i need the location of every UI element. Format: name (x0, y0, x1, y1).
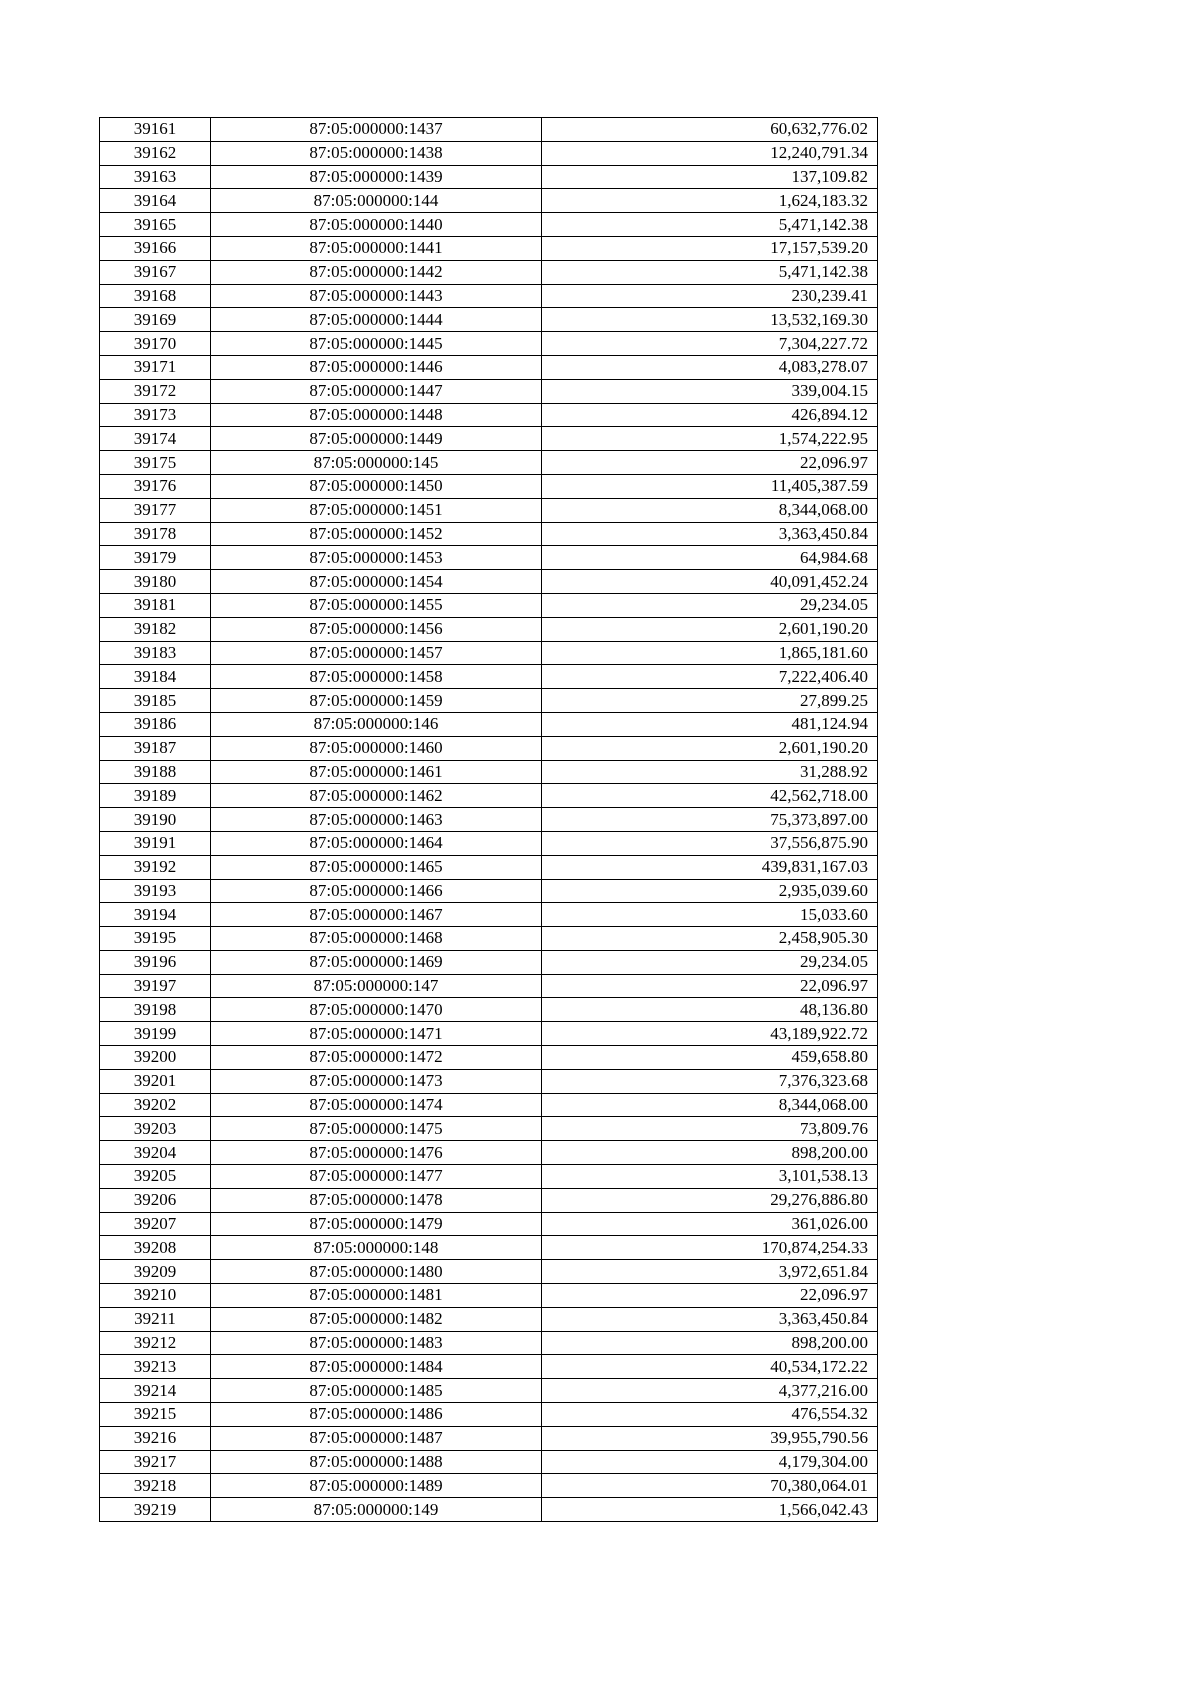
cadastral-value-cell: 40,534,172.22 (542, 1355, 878, 1379)
cadastral-number-cell: 87:05:000000:1463 (211, 808, 542, 832)
cadastral-number-cell: 87:05:000000:1467 (211, 903, 542, 927)
cadastral-number-cell: 87:05:000000:1465 (211, 855, 542, 879)
row-number-cell: 39168 (100, 284, 211, 308)
table-row (100, 213, 878, 237)
table-row (100, 1165, 878, 1189)
cadastral-number-cell: 87:05:000000:1466 (211, 879, 542, 903)
table-row (100, 831, 878, 855)
row-number-cell: 39185 (100, 689, 211, 713)
row-number-cell: 39189 (100, 784, 211, 808)
row-number-cell: 39215 (100, 1403, 211, 1427)
table-row (100, 1379, 878, 1403)
cadastral-value-cell: 439,831,167.03 (542, 855, 878, 879)
cadastral-value-cell: 339,004.15 (542, 379, 878, 403)
row-number-cell: 39173 (100, 403, 211, 427)
cadastral-value-cell: 4,377,216.00 (542, 1379, 878, 1403)
cadastral-value-cell: 1,566,042.43 (542, 1498, 878, 1522)
cadastral-number-cell: 87:05:000000:1446 (211, 355, 542, 379)
cadastral-value-cell: 2,601,190.20 (542, 617, 878, 641)
cadastral-number-cell: 87:05:000000:1450 (211, 474, 542, 498)
cadastral-number-cell: 87:05:000000:1474 (211, 1093, 542, 1117)
cadastral-number-cell: 87:05:000000:1451 (211, 498, 542, 522)
table-row (100, 1022, 878, 1046)
row-number-cell: 39170 (100, 332, 211, 356)
cadastral-value-cell: 64,984.68 (542, 546, 878, 570)
cadastral-number-cell: 87:05:000000:1442 (211, 260, 542, 284)
table-row (100, 1236, 878, 1260)
row-number-cell: 39163 (100, 165, 211, 189)
cadastral-value-cell: 43,189,922.72 (542, 1022, 878, 1046)
row-number-cell: 39172 (100, 379, 211, 403)
table-row (100, 427, 878, 451)
table-row (100, 903, 878, 927)
cadastral-number-cell: 87:05:000000:147 (211, 974, 542, 998)
cadastral-value-cell: 2,601,190.20 (542, 736, 878, 760)
table-row (100, 665, 878, 689)
row-number-cell: 39191 (100, 831, 211, 855)
cadastral-value-cell: 898,200.00 (542, 1141, 878, 1165)
cadastral-number-cell: 87:05:000000:1472 (211, 1046, 542, 1070)
table-row (100, 1093, 878, 1117)
cadastral-number-cell: 87:05:000000:1483 (211, 1331, 542, 1355)
table-row (100, 498, 878, 522)
cadastral-value-cell: 70,380,064.01 (542, 1474, 878, 1498)
cadastral-number-cell: 87:05:000000:1470 (211, 998, 542, 1022)
row-number-cell: 39208 (100, 1236, 211, 1260)
row-number-cell: 39205 (100, 1165, 211, 1189)
row-number-cell: 39209 (100, 1260, 211, 1284)
cadastral-value-cell: 481,124.94 (542, 712, 878, 736)
row-number-cell: 39165 (100, 213, 211, 237)
cadastral-value-cell: 1,624,183.32 (542, 189, 878, 213)
cadastral-value-table (99, 117, 878, 1522)
table-row (100, 617, 878, 641)
cadastral-number-cell: 87:05:000000:1455 (211, 593, 542, 617)
cadastral-number-cell: 87:05:000000:148 (211, 1236, 542, 1260)
cadastral-number-cell: 87:05:000000:1480 (211, 1260, 542, 1284)
table-row (100, 332, 878, 356)
table-row (100, 1355, 878, 1379)
table-row (100, 950, 878, 974)
row-number-cell: 39216 (100, 1426, 211, 1450)
table-row (100, 379, 878, 403)
row-number-cell: 39190 (100, 808, 211, 832)
cadastral-number-cell: 87:05:000000:144 (211, 189, 542, 213)
table-row (100, 760, 878, 784)
row-number-cell: 39161 (100, 118, 211, 142)
row-number-cell: 39182 (100, 617, 211, 641)
cadastral-value-cell: 2,458,905.30 (542, 927, 878, 951)
cadastral-value-cell: 170,874,254.33 (542, 1236, 878, 1260)
cadastral-value-cell: 75,373,897.00 (542, 808, 878, 832)
row-number-cell: 39166 (100, 236, 211, 260)
cadastral-value-cell: 4,083,278.07 (542, 355, 878, 379)
cadastral-value-cell: 426,894.12 (542, 403, 878, 427)
cadastral-value-cell: 3,363,450.84 (542, 1307, 878, 1331)
row-number-cell: 39188 (100, 760, 211, 784)
table-row (100, 1260, 878, 1284)
row-number-cell: 39200 (100, 1046, 211, 1070)
cadastral-number-cell: 87:05:000000:1459 (211, 689, 542, 713)
table-row (100, 1188, 878, 1212)
row-number-cell: 39186 (100, 712, 211, 736)
cadastral-value-cell: 31,288.92 (542, 760, 878, 784)
cadastral-value-cell: 11,405,387.59 (542, 474, 878, 498)
cadastral-number-cell: 87:05:000000:1457 (211, 641, 542, 665)
row-number-cell: 39184 (100, 665, 211, 689)
table-row (100, 260, 878, 284)
cadastral-value-cell: 8,344,068.00 (542, 1093, 878, 1117)
cadastral-value-cell: 3,363,450.84 (542, 522, 878, 546)
row-number-cell: 39204 (100, 1141, 211, 1165)
cadastral-value-cell: 29,276,886.80 (542, 1188, 878, 1212)
cadastral-number-cell: 87:05:000000:1441 (211, 236, 542, 260)
table-row (100, 736, 878, 760)
cadastral-value-cell: 29,234.05 (542, 950, 878, 974)
cadastral-number-cell: 87:05:000000:1444 (211, 308, 542, 332)
table-row (100, 570, 878, 594)
cadastral-value-cell: 476,554.32 (542, 1403, 878, 1427)
cadastral-value-cell: 7,304,227.72 (542, 332, 878, 356)
cadastral-value-cell: 40,091,452.24 (542, 570, 878, 594)
cadastral-number-cell: 87:05:000000:1479 (211, 1212, 542, 1236)
table-row (100, 641, 878, 665)
cadastral-number-cell: 87:05:000000:1456 (211, 617, 542, 641)
cadastral-number-cell: 87:05:000000:1489 (211, 1474, 542, 1498)
row-number-cell: 39213 (100, 1355, 211, 1379)
cadastral-value-cell: 5,471,142.38 (542, 260, 878, 284)
table-row (100, 118, 878, 142)
cadastral-value-cell: 137,109.82 (542, 165, 878, 189)
row-number-cell: 39178 (100, 522, 211, 546)
cadastral-value-cell: 42,562,718.00 (542, 784, 878, 808)
row-number-cell: 39195 (100, 927, 211, 951)
table-row (100, 189, 878, 213)
table-row (100, 808, 878, 832)
cadastral-number-cell: 87:05:000000:1454 (211, 570, 542, 594)
row-number-cell: 39198 (100, 998, 211, 1022)
row-number-cell: 39180 (100, 570, 211, 594)
table-row (100, 879, 878, 903)
cadastral-number-cell: 87:05:000000:1478 (211, 1188, 542, 1212)
cadastral-number-cell: 87:05:000000:145 (211, 451, 542, 475)
row-number-cell: 39194 (100, 903, 211, 927)
row-number-cell: 39217 (100, 1450, 211, 1474)
cadastral-number-cell: 87:05:000000:1453 (211, 546, 542, 570)
cadastral-number-cell: 87:05:000000:1476 (211, 1141, 542, 1165)
table-row (100, 1474, 878, 1498)
cadastral-number-cell: 87:05:000000:1477 (211, 1165, 542, 1189)
row-number-cell: 39214 (100, 1379, 211, 1403)
cadastral-value-cell: 60,632,776.02 (542, 118, 878, 142)
row-number-cell: 39211 (100, 1307, 211, 1331)
cadastral-number-cell: 87:05:000000:146 (211, 712, 542, 736)
cadastral-number-cell: 87:05:000000:1473 (211, 1069, 542, 1093)
cadastral-value-cell: 7,376,323.68 (542, 1069, 878, 1093)
cadastral-number-cell: 87:05:000000:1462 (211, 784, 542, 808)
table-row (100, 236, 878, 260)
cadastral-number-cell: 87:05:000000:1464 (211, 831, 542, 855)
cadastral-value-cell: 22,096.97 (542, 974, 878, 998)
cadastral-value-cell: 12,240,791.34 (542, 141, 878, 165)
row-number-cell: 39210 (100, 1284, 211, 1308)
row-number-cell: 39201 (100, 1069, 211, 1093)
row-number-cell: 39218 (100, 1474, 211, 1498)
cadastral-value-cell: 22,096.97 (542, 1284, 878, 1308)
cadastral-value-cell: 39,955,790.56 (542, 1426, 878, 1450)
cadastral-value-cell: 37,556,875.90 (542, 831, 878, 855)
table-row (100, 284, 878, 308)
table-row (100, 1284, 878, 1308)
table-row (100, 998, 878, 1022)
row-number-cell: 39171 (100, 355, 211, 379)
table-row (100, 141, 878, 165)
row-number-cell: 39179 (100, 546, 211, 570)
cadastral-number-cell: 87:05:000000:1469 (211, 950, 542, 974)
cadastral-value-cell: 361,026.00 (542, 1212, 878, 1236)
cadastral-number-cell: 87:05:000000:1468 (211, 927, 542, 951)
table-row (100, 1069, 878, 1093)
cadastral-number-cell: 87:05:000000:1443 (211, 284, 542, 308)
row-number-cell: 39169 (100, 308, 211, 332)
cadastral-value-cell: 7,222,406.40 (542, 665, 878, 689)
row-number-cell: 39175 (100, 451, 211, 475)
cadastral-number-cell: 87:05:000000:1438 (211, 141, 542, 165)
cadastral-value-cell: 27,899.25 (542, 689, 878, 713)
cadastral-number-cell: 87:05:000000:1448 (211, 403, 542, 427)
row-number-cell: 39167 (100, 260, 211, 284)
row-number-cell: 39219 (100, 1498, 211, 1522)
cadastral-number-cell: 87:05:000000:1488 (211, 1450, 542, 1474)
row-number-cell: 39174 (100, 427, 211, 451)
cadastral-value-cell: 22,096.97 (542, 451, 878, 475)
table-row (100, 355, 878, 379)
table-row (100, 1141, 878, 1165)
table-row (100, 1117, 878, 1141)
cadastral-value-cell: 15,033.60 (542, 903, 878, 927)
table-row (100, 689, 878, 713)
cadastral-number-cell: 87:05:000000:1445 (211, 332, 542, 356)
cadastral-number-cell: 87:05:000000:1458 (211, 665, 542, 689)
table-row (100, 1331, 878, 1355)
table-row (100, 451, 878, 475)
cadastral-value-cell: 2,935,039.60 (542, 879, 878, 903)
row-number-cell: 39212 (100, 1331, 211, 1355)
cadastral-number-cell: 87:05:000000:1449 (211, 427, 542, 451)
table-row (100, 593, 878, 617)
cadastral-value-cell: 13,532,169.30 (542, 308, 878, 332)
cadastral-value-cell: 17,157,539.20 (542, 236, 878, 260)
table-row (100, 522, 878, 546)
cadastral-number-cell: 87:05:000000:1482 (211, 1307, 542, 1331)
table-row (100, 927, 878, 951)
cadastral-value-cell: 8,344,068.00 (542, 498, 878, 522)
row-number-cell: 39199 (100, 1022, 211, 1046)
table-body (100, 118, 878, 1522)
cadastral-number-cell: 87:05:000000:1460 (211, 736, 542, 760)
cadastral-number-cell: 87:05:000000:1475 (211, 1117, 542, 1141)
row-number-cell: 39196 (100, 950, 211, 974)
table-row (100, 165, 878, 189)
cadastral-number-cell: 87:05:000000:1452 (211, 522, 542, 546)
table-row (100, 308, 878, 332)
cadastral-number-cell: 87:05:000000:149 (211, 1498, 542, 1522)
cadastral-value-cell: 5,471,142.38 (542, 213, 878, 237)
cadastral-number-cell: 87:05:000000:1471 (211, 1022, 542, 1046)
row-number-cell: 39162 (100, 141, 211, 165)
table-row (100, 712, 878, 736)
cadastral-value-cell: 29,234.05 (542, 593, 878, 617)
cadastral-value-cell: 230,239.41 (542, 284, 878, 308)
table-row (100, 1403, 878, 1427)
table-row (100, 784, 878, 808)
table-row (100, 1426, 878, 1450)
cadastral-number-cell: 87:05:000000:1439 (211, 165, 542, 189)
cadastral-value-cell: 73,809.76 (542, 1117, 878, 1141)
cadastral-number-cell: 87:05:000000:1484 (211, 1355, 542, 1379)
cadastral-number-cell: 87:05:000000:1486 (211, 1403, 542, 1427)
row-number-cell: 39164 (100, 189, 211, 213)
row-number-cell: 39193 (100, 879, 211, 903)
cadastral-value-cell: 48,136.80 (542, 998, 878, 1022)
cadastral-value-cell: 3,101,538.13 (542, 1165, 878, 1189)
cadastral-number-cell: 87:05:000000:1481 (211, 1284, 542, 1308)
table-row (100, 974, 878, 998)
cadastral-value-cell: 3,972,651.84 (542, 1260, 878, 1284)
row-number-cell: 39192 (100, 855, 211, 879)
table-row (100, 1307, 878, 1331)
row-number-cell: 39202 (100, 1093, 211, 1117)
row-number-cell: 39177 (100, 498, 211, 522)
cadastral-value-cell: 898,200.00 (542, 1331, 878, 1355)
row-number-cell: 39206 (100, 1188, 211, 1212)
table-row (100, 403, 878, 427)
cadastral-value-cell: 4,179,304.00 (542, 1450, 878, 1474)
row-number-cell: 39207 (100, 1212, 211, 1236)
table-row (100, 1046, 878, 1070)
cadastral-value-cell: 1,865,181.60 (542, 641, 878, 665)
table-row (100, 1212, 878, 1236)
cadastral-number-cell: 87:05:000000:1461 (211, 760, 542, 784)
table-row (100, 1450, 878, 1474)
row-number-cell: 39176 (100, 474, 211, 498)
row-number-cell: 39181 (100, 593, 211, 617)
row-number-cell: 39203 (100, 1117, 211, 1141)
cadastral-number-cell: 87:05:000000:1447 (211, 379, 542, 403)
table-row (100, 474, 878, 498)
cadastral-number-cell: 87:05:000000:1487 (211, 1426, 542, 1450)
table-row (100, 546, 878, 570)
row-number-cell: 39183 (100, 641, 211, 665)
cadastral-value-cell: 459,658.80 (542, 1046, 878, 1070)
cadastral-value-cell: 1,574,222.95 (542, 427, 878, 451)
cadastral-number-cell: 87:05:000000:1437 (211, 118, 542, 142)
table-row (100, 855, 878, 879)
table-row (100, 1498, 878, 1522)
cadastral-number-cell: 87:05:000000:1440 (211, 213, 542, 237)
row-number-cell: 39197 (100, 974, 211, 998)
row-number-cell: 39187 (100, 736, 211, 760)
cadastral-number-cell: 87:05:000000:1485 (211, 1379, 542, 1403)
